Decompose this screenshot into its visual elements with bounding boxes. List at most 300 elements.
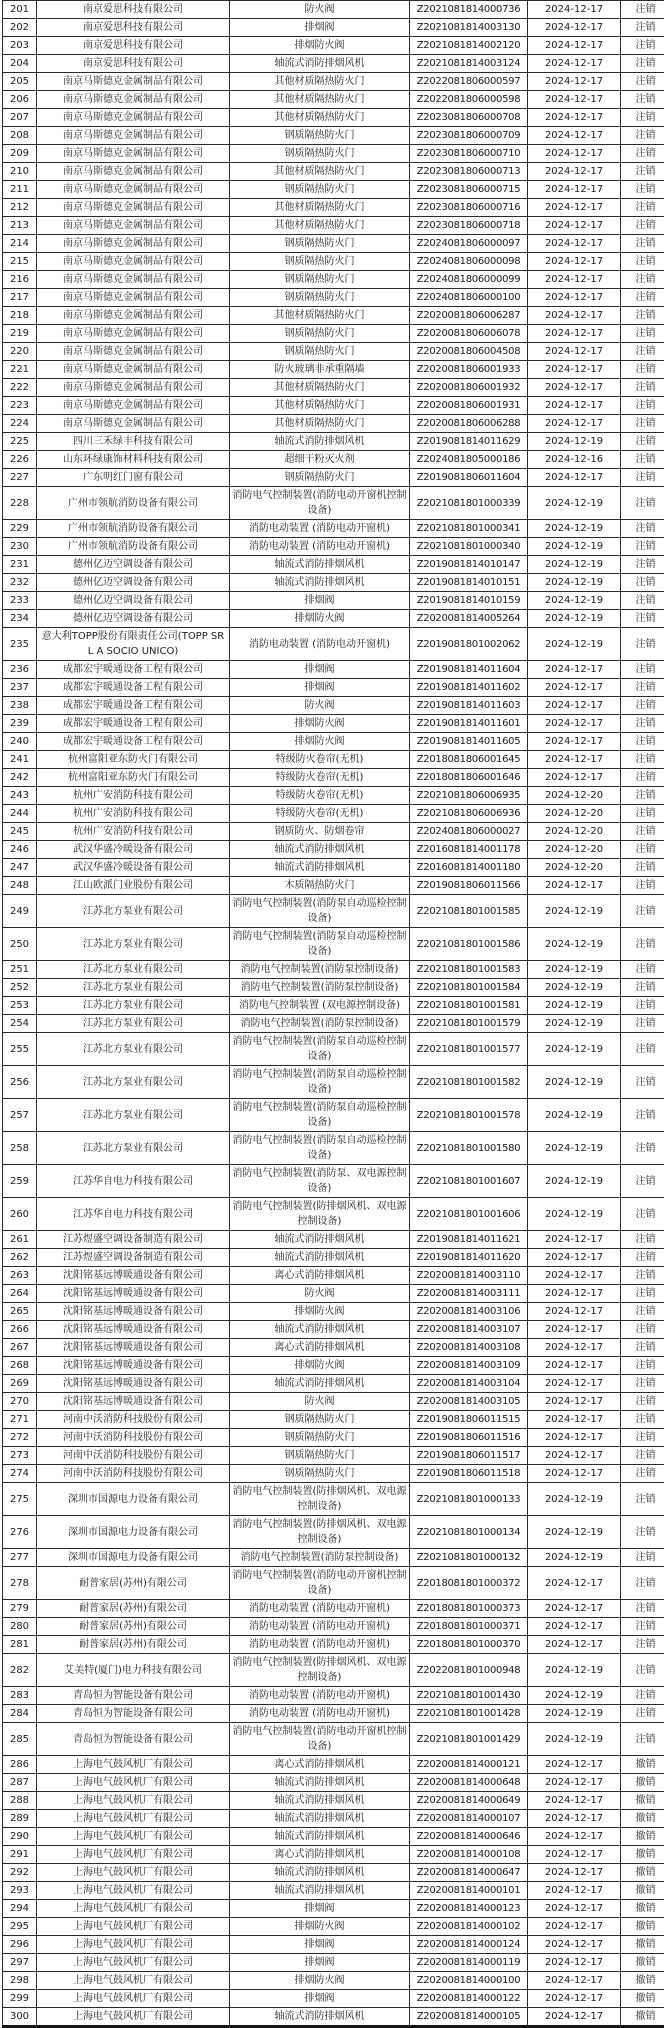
company-name-cell: 上海电气鼓风机厂有限公司	[37, 1864, 230, 1882]
table-row	[3, 1165, 664, 1198]
date-cell: 2024-12-17	[528, 217, 621, 235]
row-index-cell: 232	[3, 574, 37, 592]
product-name-cell: 轴流式消防排烟风机	[230, 859, 410, 877]
product-name-cell: 排烟防火阀	[230, 1303, 410, 1321]
row-index-cell: 242	[3, 769, 37, 787]
company-name-cell: 南京马斯德克金属制品有限公司	[37, 307, 230, 325]
product-name-cell: 轴流式消防排烟风机	[230, 2008, 410, 2027]
company-name-cell: 四川三禾绿丰科技有限公司	[37, 433, 230, 451]
product-name-cell: 防火阀	[230, 1285, 410, 1303]
table-row	[3, 1774, 664, 1792]
certificate-number-cell: Z2019081814010159	[410, 592, 528, 610]
status-cell: 注销	[621, 1705, 664, 1723]
date-cell: 2024-12-17	[528, 1600, 621, 1618]
product-name-cell: 轴流式消防排烟风机	[230, 55, 410, 73]
table-row	[3, 1249, 664, 1267]
company-name-cell: 上海电气鼓风机厂有限公司	[37, 1900, 230, 1918]
company-name-cell: 耐普家居(苏州)有限公司	[37, 1618, 230, 1636]
status-cell: 注销	[621, 163, 664, 181]
table-row	[3, 1066, 664, 1099]
company-name-cell: 江苏北方泵业有限公司	[37, 979, 230, 997]
row-index-cell: 209	[3, 145, 37, 163]
status-cell: 注销	[621, 715, 664, 733]
company-name-cell: 南京马斯德克金属制品有限公司	[37, 253, 230, 271]
product-name-cell: 轴流式消防排烟风机	[230, 556, 410, 574]
product-name-cell: 特级防火卷帘(无机)	[230, 769, 410, 787]
product-name-cell: 轴流式消防排烟风机	[230, 1792, 410, 1810]
certificate-number-cell: Z2021081801001584	[410, 979, 528, 997]
date-cell: 2024-12-17	[528, 1756, 621, 1774]
company-name-cell: 耐普家居(苏州)有限公司	[37, 1636, 230, 1654]
company-name-cell: 南京马斯德克金属制品有限公司	[37, 73, 230, 91]
certificate-number-cell: Z2023081806000709	[410, 127, 528, 145]
status-cell: 注销	[621, 1357, 664, 1375]
product-name-cell: 钢质隔热防火门	[230, 469, 410, 487]
company-name-cell: 南京马斯德克金属制品有限公司	[37, 379, 230, 397]
company-name-cell: 沈阳铭基远博暖通设备有限公司	[37, 1375, 230, 1393]
status-cell: 注销	[621, 1, 664, 19]
company-name-cell: 上海电气鼓风机厂有限公司	[37, 1846, 230, 1864]
date-cell: 2024-12-17	[528, 91, 621, 109]
table-row	[3, 538, 664, 556]
product-name-cell: 排烟防火阀	[230, 1357, 410, 1375]
table-row	[3, 592, 664, 610]
company-name-cell: 上海电气鼓风机厂有限公司	[37, 2008, 230, 2027]
table-row	[3, 1864, 664, 1882]
status-cell: 注销	[621, 1099, 664, 1132]
table-row	[3, 1846, 664, 1864]
product-name-cell: 钢质隔热防火门	[230, 1447, 410, 1465]
table-row	[3, 2008, 664, 2027]
row-index-cell: 203	[3, 37, 37, 55]
date-cell: 2024-12-17	[528, 1900, 621, 1918]
date-cell: 2024-12-17	[528, 1393, 621, 1411]
certificate-number-cell: Z2022081806000598	[410, 91, 528, 109]
row-index-cell: 227	[3, 469, 37, 487]
table-row	[3, 1393, 664, 1411]
status-cell: 注销	[621, 1165, 664, 1198]
certificate-number-cell: Z2019081801002062	[410, 628, 528, 661]
company-name-cell: 江苏北方泵业有限公司	[37, 895, 230, 928]
status-cell: 注销	[621, 751, 664, 769]
row-index-cell: 298	[3, 1972, 37, 1990]
company-name-cell: 上海电气鼓风机厂有限公司	[37, 1990, 230, 2008]
certificate-number-cell: Z2021081801001429	[410, 1723, 528, 1756]
table-row	[3, 1033, 664, 1066]
date-cell: 2024-12-17	[528, 1249, 621, 1267]
product-name-cell: 特级防火卷帘(无机)	[230, 805, 410, 823]
product-name-cell: 其他材质隔热防火门	[230, 397, 410, 415]
date-cell: 2024-12-17	[528, 1447, 621, 1465]
table-row	[3, 859, 664, 877]
certificate-number-cell: Z2019081806011515	[410, 1411, 528, 1429]
row-index-cell: 280	[3, 1618, 37, 1636]
row-index-cell: 229	[3, 520, 37, 538]
row-index-cell: 275	[3, 1483, 37, 1516]
table-row	[3, 961, 664, 979]
product-name-cell: 消防电动装置 (消防电动开窗机)	[230, 1636, 410, 1654]
table-row	[3, 73, 664, 91]
row-index-cell: 221	[3, 361, 37, 379]
table-row	[3, 163, 664, 181]
product-name-cell: 特级防火卷帘(无机)	[230, 751, 410, 769]
date-cell: 2024-12-19	[528, 574, 621, 592]
row-index-cell: 294	[3, 1900, 37, 1918]
date-cell: 2024-12-17	[528, 1339, 621, 1357]
certificate-number-cell: Z2016081814001180	[410, 859, 528, 877]
table-row	[3, 1303, 664, 1321]
certificate-number-cell: Z2020081806001932	[410, 379, 528, 397]
row-index-cell: 223	[3, 397, 37, 415]
certificate-number-cell: Z2020081814000124	[410, 1936, 528, 1954]
table-row	[3, 1810, 664, 1828]
certificate-number-cell: Z2021081806006935	[410, 787, 528, 805]
date-cell: 2024-12-17	[528, 19, 621, 37]
company-name-cell: 杭州广安消防科技有限公司	[37, 805, 230, 823]
date-cell: 2024-12-17	[528, 163, 621, 181]
date-cell: 2024-12-17	[528, 1303, 621, 1321]
date-cell: 2024-12-17	[528, 1990, 621, 2008]
table-row	[3, 19, 664, 37]
table-row	[3, 433, 664, 451]
product-name-cell: 排烟防火阀	[230, 610, 410, 628]
row-index-cell: 288	[3, 1792, 37, 1810]
product-name-cell: 其他材质隔热防火门	[230, 307, 410, 325]
table-row	[3, 1198, 664, 1231]
date-cell: 2024-12-19	[528, 610, 621, 628]
status-cell: 注销	[621, 1231, 664, 1249]
table-row	[3, 1792, 664, 1810]
date-cell: 2024-12-19	[528, 1687, 621, 1705]
product-name-cell: 钢质隔热防火门	[230, 343, 410, 361]
certificate-number-cell: Z2021081801001607	[410, 1165, 528, 1198]
date-cell: 2024-12-17	[528, 679, 621, 697]
date-cell: 2024-12-19	[528, 997, 621, 1015]
certificate-number-cell: Z2020081814003108	[410, 1339, 528, 1357]
table-row	[3, 1882, 664, 1900]
date-cell: 2024-12-17	[528, 1792, 621, 1810]
company-name-cell: 南京马斯德克金属制品有限公司	[37, 145, 230, 163]
status-cell: 注销	[621, 55, 664, 73]
date-cell: 2024-12-19	[528, 961, 621, 979]
product-name-cell: 排烟防火阀	[230, 733, 410, 751]
row-index-cell: 282	[3, 1654, 37, 1687]
status-cell: 注销	[621, 928, 664, 961]
company-name-cell: 耐普家居(苏州)有限公司	[37, 1600, 230, 1618]
status-cell: 注销	[621, 361, 664, 379]
certificate-number-cell: Z2024081805000186	[410, 451, 528, 469]
table-row	[3, 37, 664, 55]
product-name-cell: 消防电气控制装置(消防泵自动巡检控制设备)	[230, 928, 410, 961]
certificate-number-cell: Z2023081806000716	[410, 199, 528, 217]
product-name-cell: 其他材质隔热防火门	[230, 415, 410, 433]
row-index-cell: 243	[3, 787, 37, 805]
product-name-cell: 排烟阀	[230, 1990, 410, 2008]
certificate-number-cell: Z2021081801000132	[410, 1549, 528, 1567]
product-name-cell: 消防电气控制装置(消防泵控制设备)	[230, 1549, 410, 1567]
status-cell: 注销	[621, 1549, 664, 1567]
date-cell: 2024-12-19	[528, 979, 621, 997]
date-cell: 2024-12-17	[528, 235, 621, 253]
certificate-number-cell: Z2019081806011604	[410, 469, 528, 487]
product-name-cell: 轴流式消防排烟风机	[230, 841, 410, 859]
status-cell: 注销	[621, 487, 664, 520]
product-name-cell: 消防电气控制装置(防排烟风机、双电源控制设备)	[230, 1198, 410, 1231]
row-index-cell: 293	[3, 1882, 37, 1900]
product-name-cell: 消防电气控制装置(消防泵控制设备)	[230, 979, 410, 997]
certificate-number-cell: Z2024081806000099	[410, 271, 528, 289]
status-cell: 注销	[621, 1654, 664, 1687]
row-index-cell: 289	[3, 1810, 37, 1828]
date-cell: 2024-12-19	[528, 556, 621, 574]
status-cell: 撤销	[621, 1774, 664, 1792]
certificate-number-cell: Z2021081801001586	[410, 928, 528, 961]
row-index-cell: 297	[3, 1954, 37, 1972]
date-cell: 2024-12-17	[528, 715, 621, 733]
date-cell: 2024-12-17	[528, 1636, 621, 1654]
company-name-cell: 南京马斯德克金属制品有限公司	[37, 163, 230, 181]
certificate-number-cell: Z2019081814011603	[410, 697, 528, 715]
status-cell: 注销	[621, 1339, 664, 1357]
certificate-number-cell: Z2021081801001577	[410, 1033, 528, 1066]
company-name-cell: 南京马斯德克金属制品有限公司	[37, 91, 230, 109]
row-index-cell: 254	[3, 1015, 37, 1033]
row-index-cell: 296	[3, 1936, 37, 1954]
row-index-cell: 236	[3, 661, 37, 679]
company-name-cell: 南京马斯德克金属制品有限公司	[37, 289, 230, 307]
certificate-number-cell: Z2018081801000373	[410, 1600, 528, 1618]
status-cell: 注销	[621, 1321, 664, 1339]
status-cell: 注销	[621, 895, 664, 928]
product-name-cell: 钢质隔热防火门	[230, 1429, 410, 1447]
product-name-cell: 消防电气控制装置(消防电动开窗机控制设备)	[230, 1567, 410, 1600]
product-name-cell: 消防电气控制装置(防排烟风机、双电源控制设备)	[230, 1483, 410, 1516]
row-index-cell: 240	[3, 733, 37, 751]
company-name-cell: 江苏华自电力科技有限公司	[37, 1165, 230, 1198]
table-row	[3, 928, 664, 961]
date-cell: 2024-12-17	[528, 1618, 621, 1636]
date-cell: 2024-12-17	[528, 469, 621, 487]
product-name-cell: 离心式消防排烟风机	[230, 1756, 410, 1774]
date-cell: 2024-12-19	[528, 1198, 621, 1231]
product-name-cell: 消防电动装置 (消防电动开窗机)	[230, 520, 410, 538]
row-index-cell: 207	[3, 109, 37, 127]
status-cell: 注销	[621, 1723, 664, 1756]
product-name-cell: 其他材质隔热防火门	[230, 199, 410, 217]
product-name-cell: 消防电动装置 (消防电动开窗机)	[230, 1618, 410, 1636]
row-index-cell: 260	[3, 1198, 37, 1231]
date-cell: 2024-12-19	[528, 1165, 621, 1198]
row-index-cell: 276	[3, 1516, 37, 1549]
table-row	[3, 1723, 664, 1756]
certificate-number-cell: Z2023081806000718	[410, 217, 528, 235]
row-index-cell: 206	[3, 91, 37, 109]
date-cell: 2024-12-17	[528, 1774, 621, 1792]
product-name-cell: 其他材质隔热防火门	[230, 163, 410, 181]
table-row	[3, 1705, 664, 1723]
company-name-cell: 南京马斯德克金属制品有限公司	[37, 235, 230, 253]
date-cell: 2024-12-17	[528, 289, 621, 307]
row-index-cell: 235	[3, 628, 37, 661]
status-cell: 注销	[621, 127, 664, 145]
table-row	[3, 1099, 664, 1132]
row-index-cell: 233	[3, 592, 37, 610]
certificate-number-cell: Z2021081814002120	[410, 37, 528, 55]
row-index-cell: 211	[3, 181, 37, 199]
status-cell: 注销	[621, 610, 664, 628]
company-name-cell: 沈阳铭基远博暖通设备有限公司	[37, 1303, 230, 1321]
status-cell: 注销	[621, 1567, 664, 1600]
status-cell: 注销	[621, 787, 664, 805]
table-row	[3, 127, 664, 145]
table-row	[3, 1687, 664, 1705]
company-name-cell: 艾美特(厦门)电力科技有限公司	[37, 1654, 230, 1687]
certificate-number-cell: Z2021081814000736	[410, 1, 528, 19]
table-row	[3, 805, 664, 823]
company-name-cell: 南京马斯德克金属制品有限公司	[37, 127, 230, 145]
row-index-cell: 234	[3, 610, 37, 628]
date-cell: 2024-12-20	[528, 823, 621, 841]
date-cell: 2024-12-17	[528, 253, 621, 271]
status-cell: 注销	[621, 1132, 664, 1165]
status-cell: 注销	[621, 1618, 664, 1636]
product-name-cell: 钢质隔热防火门	[230, 127, 410, 145]
status-cell: 撤销	[621, 1882, 664, 1900]
status-cell: 注销	[621, 1249, 664, 1267]
table-row	[3, 628, 664, 661]
company-name-cell: 沈阳铭基远博暖通设备有限公司	[37, 1285, 230, 1303]
certificate-number-cell: Z2019081806011518	[410, 1465, 528, 1483]
product-name-cell: 排烟防火阀	[230, 715, 410, 733]
table-row	[3, 55, 664, 73]
status-cell: 注销	[621, 199, 664, 217]
row-index-cell: 230	[3, 538, 37, 556]
row-index-cell: 222	[3, 379, 37, 397]
status-cell: 注销	[621, 769, 664, 787]
certificate-number-cell: Z2024081806000100	[410, 289, 528, 307]
status-cell: 撤销	[621, 1990, 664, 2008]
certificate-number-cell: Z2020081814003106	[410, 1303, 528, 1321]
certificate-number-cell: Z2020081814003110	[410, 1267, 528, 1285]
row-index-cell: 255	[3, 1033, 37, 1066]
date-cell: 2024-12-17	[528, 127, 621, 145]
table-row	[3, 1636, 664, 1654]
date-cell: 2024-12-19	[528, 1066, 621, 1099]
table-row	[3, 610, 664, 628]
certificate-number-cell: Z2021081801001578	[410, 1099, 528, 1132]
row-index-cell: 281	[3, 1636, 37, 1654]
product-name-cell: 轴流式消防排烟风机	[230, 433, 410, 451]
row-index-cell: 258	[3, 1132, 37, 1165]
row-index-cell: 201	[3, 1, 37, 19]
company-name-cell: 江苏北方泵业有限公司	[37, 961, 230, 979]
row-index-cell: 284	[3, 1705, 37, 1723]
product-name-cell: 钢质隔热防火门	[230, 271, 410, 289]
date-cell: 2024-12-17	[528, 181, 621, 199]
certificate-number-cell: Z2020081814000100	[410, 1972, 528, 1990]
table-row	[3, 679, 664, 697]
company-name-cell: 上海电气鼓风机厂有限公司	[37, 1828, 230, 1846]
date-cell: 2024-12-19	[528, 1549, 621, 1567]
table-row	[3, 661, 664, 679]
table-row	[3, 199, 664, 217]
table-row	[3, 397, 664, 415]
status-cell: 撤销	[621, 2008, 664, 2027]
status-cell: 撤销	[621, 1864, 664, 1882]
date-cell: 2024-12-17	[528, 1321, 621, 1339]
status-cell: 注销	[621, 217, 664, 235]
date-cell: 2024-12-19	[528, 1483, 621, 1516]
row-index-cell: 247	[3, 859, 37, 877]
product-name-cell: 消防电气控制装置(消防泵控制设备)	[230, 1015, 410, 1033]
product-name-cell: 消防电气控制装置(消防泵自动巡检控制设备)	[230, 1066, 410, 1099]
company-name-cell: 沈阳铭基远博暖通设备有限公司	[37, 1393, 230, 1411]
table-row	[3, 235, 664, 253]
company-name-cell: 沈阳铭基远博暖通设备有限公司	[37, 1357, 230, 1375]
company-name-cell: 杭州富阳亚东防火门有限公司	[37, 769, 230, 787]
product-name-cell: 消防电气控制装置(消防泵自动巡检控制设备)	[230, 1033, 410, 1066]
certificate-number-cell: Z2018081806001645	[410, 751, 528, 769]
table-row	[3, 1339, 664, 1357]
product-name-cell: 轴流式消防排烟风机	[230, 1249, 410, 1267]
row-index-cell: 265	[3, 1303, 37, 1321]
date-cell: 2024-12-17	[528, 1567, 621, 1600]
product-name-cell: 消防电气控制装置(消防电动开窗机控制设备)	[230, 487, 410, 520]
status-cell: 撤销	[621, 1756, 664, 1774]
status-cell: 注销	[621, 1393, 664, 1411]
date-cell: 2024-12-20	[528, 787, 621, 805]
product-name-cell: 排烟防火阀	[230, 37, 410, 55]
status-cell: 注销	[621, 574, 664, 592]
table-row	[3, 361, 664, 379]
company-name-cell: 深圳市国源电力设备有限公司	[37, 1516, 230, 1549]
date-cell: 2024-12-16	[528, 451, 621, 469]
company-name-cell: 江苏北方泵业有限公司	[37, 1015, 230, 1033]
date-cell: 2024-12-19	[528, 928, 621, 961]
row-index-cell: 270	[3, 1393, 37, 1411]
date-cell: 2024-12-17	[528, 1375, 621, 1393]
certificate-number-cell: Z2021081806006936	[410, 805, 528, 823]
table-row	[3, 1900, 664, 1918]
row-index-cell: 279	[3, 1600, 37, 1618]
certificate-number-cell: Z2021081801001579	[410, 1015, 528, 1033]
product-name-cell: 排烟阀	[230, 1900, 410, 1918]
status-cell: 注销	[621, 19, 664, 37]
table-row	[3, 253, 664, 271]
date-cell: 2024-12-17	[528, 361, 621, 379]
certificate-number-cell: Z2024081806000027	[410, 823, 528, 841]
company-name-cell: 德州亿迈空调设备有限公司	[37, 592, 230, 610]
table-row	[3, 877, 664, 895]
status-cell: 注销	[621, 145, 664, 163]
date-cell: 2024-12-19	[528, 592, 621, 610]
certificate-number-cell: Z2018081806001646	[410, 769, 528, 787]
table-row	[3, 181, 664, 199]
status-cell: 撤销	[621, 1792, 664, 1810]
certificate-number-cell: Z2019081806011516	[410, 1429, 528, 1447]
date-cell: 2024-12-17	[528, 1846, 621, 1864]
status-cell: 注销	[621, 1198, 664, 1231]
certificate-number-cell: Z2020081814000649	[410, 1792, 528, 1810]
date-cell: 2024-12-19	[528, 433, 621, 451]
status-cell: 注销	[621, 1447, 664, 1465]
product-name-cell: 钢质隔热防火门	[230, 181, 410, 199]
product-name-cell: 消防电动装置 (消防电动开窗机)	[230, 628, 410, 661]
product-name-cell: 消防电动装置 (消防电动开窗机)	[230, 1687, 410, 1705]
product-name-cell: 特级防火卷帘(无机)	[230, 787, 410, 805]
row-index-cell: 244	[3, 805, 37, 823]
status-cell: 注销	[621, 628, 664, 661]
